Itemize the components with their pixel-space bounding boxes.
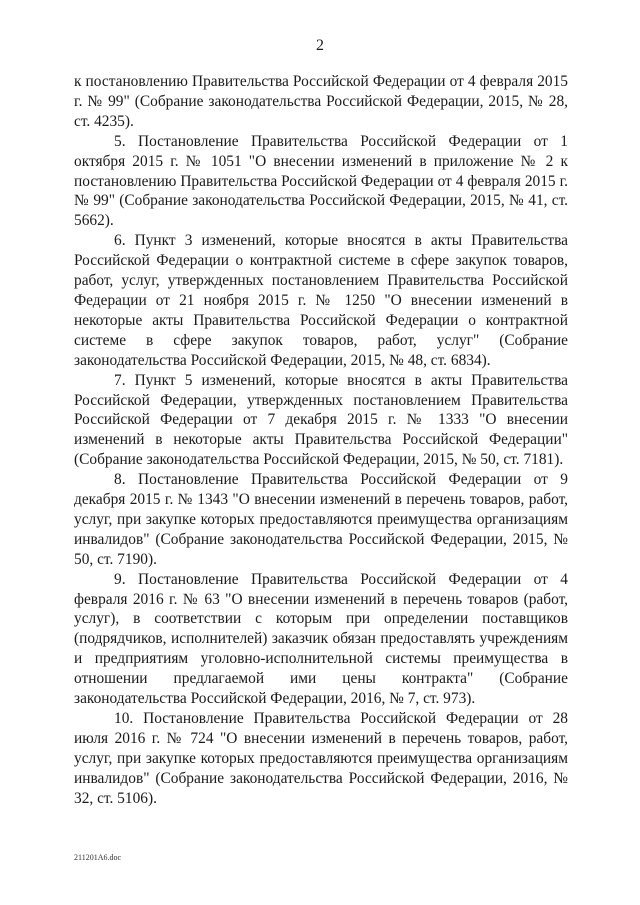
paragraph-item-10: 10. Постановление Правительства Российской Федерации от 28 июля 2016 г. № 724 "О внесении изменений в перечень товаров, работ, услуг, при закупке которых предоставляются преимущества организациям инвалидов" (Собрание законодательства Российской Федерации, 2016, № 32, ст. 5106). bbox=[74, 710, 568, 807]
document-body bbox=[74, 72, 568, 809]
footer-filename: 211201А6.doc bbox=[74, 853, 122, 862]
paragraph-item-5: 5. Постановление Правительства Российской Федерации от 1 октября 2015 г. № 1051 "О внесении изменений в приложение № 2 к постановлению Правительства Российской Федерации от 4 февраля 2015 г. № 99" (Собрание законодательства Российской Федерации, 2015, № 41, ст. 5662). bbox=[74, 132, 568, 230]
paragraph-continuation: к постановлению Правительства Российской Федерации от 4 февраля 2015 г. № 99" (Собрание законодательства Российской Федерации, 2015, № 28, ст. 4235). bbox=[74, 73, 568, 130]
paragraph-item-8: 8. Постановление Правительства Российской Федерации от 9 декабря 2015 г. № 1343 "О внесении изменений в перечень товаров, работ, услуг, при закупке которых предоставляются преимущества организациям инвалидов" (Собрание законодательства Российской Федерации, 2015, № 50, ст. 7190). bbox=[74, 471, 568, 568]
paragraph-item-9: 9. Постановление Правительства Российской Федерации от 4 февраля 2016 г. № 63 "О внесении изменений в перечень товаров (работ, услуг), в соответствии с которым при определении поставщиков (подрядчиков, исполнителей) заказчик обязан предоставлять учреждениям и предприятиям уголовно-исполнительной системы преимущества в отношении предлагаемой ими цены контракта" (Собрание законодательства Российской Федерации, 2016, № 7, ст. 973). bbox=[74, 570, 568, 708]
paragraph-item-6: 6. Пункт 3 изменений, которые вносятся в акты Правительства Российской Федерации о контрактной системе в сфере закупок товаров, работ, услуг, утвержденных постановлением Правительства Российской Федерации от 21 ноября 2015 г. № 1250 "О внесении изменений в некоторые акты Правительства Российской Федерации о контрактной системе в сфере закупок товаров, работ, услуг" (Собрание законодательства Российской Федерации, 2015, № 48, ст. 6834). bbox=[74, 232, 568, 369]
page-number: 2 bbox=[316, 37, 324, 54]
paragraph-item-7: 7. Пункт 5 изменений, которые вносятся в акты Правительства Российской Федерации, утвержденных постановлением Правительства Российской Федерации от 7 декабря 2015 г. № 1333 "О внесении изменений в некоторые акты Правительства Российской Федерации" (Собрание законодательства Российской Федерации, 2015, № 50, ст. 7181). bbox=[74, 371, 568, 469]
